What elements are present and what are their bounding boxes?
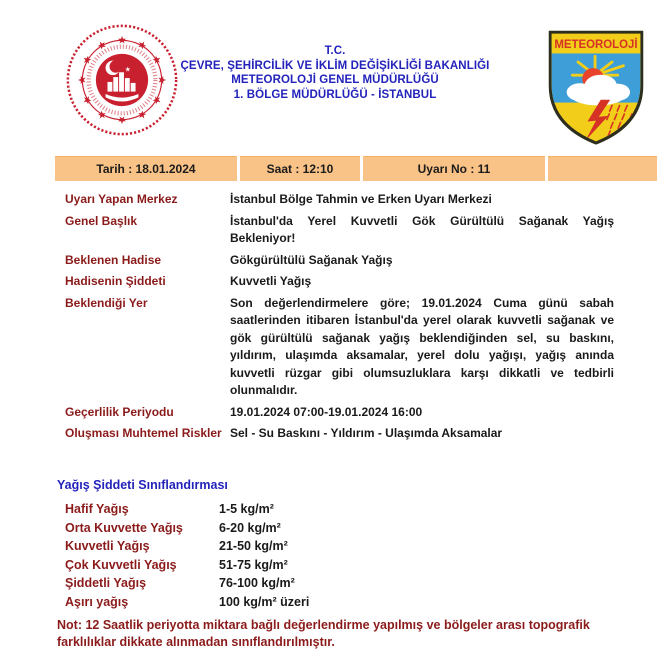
- info-row-validity-period: [57, 404, 614, 422]
- class-row-value: 1-5 kg/m²: [219, 502, 274, 516]
- info-row-value: İstanbul Bölge Tahmin ve Erken Uyarı Merkezi: [230, 192, 492, 206]
- svg-text:★: ★: [94, 106, 110, 123]
- classification-title: Yağış Şiddeti Sınıflandırması: [57, 478, 228, 492]
- org-header-line-tc: T.C.: [324, 45, 346, 57]
- class-row-label: Çok Kuvvetli Yağış: [65, 557, 177, 572]
- svg-text:★: ★: [75, 75, 89, 85]
- rainfall-classification-section: [57, 477, 643, 651]
- info-row-event-severity: [57, 273, 614, 291]
- svg-text:★: ★: [79, 92, 96, 108]
- meta-warning-no: Uyarı No : 11: [363, 156, 545, 181]
- org-header-line-ministry: ÇEVRE, ŞEHİRCİLİK VE İKLİM DEĞİŞİKLİĞİ BAKANLIĞI: [180, 59, 490, 72]
- class-row-strong: [57, 538, 643, 554]
- class-row-label: Kuvvetli Yağış: [65, 539, 150, 553]
- org-header-line-region: 1. BÖLGE MÜDÜRLÜĞÜ - İSTANBUL: [233, 88, 437, 101]
- info-row-value: Gökgürültülü Sağanak Yağış: [230, 252, 393, 267]
- info-row-label: Genel Başlık: [65, 213, 138, 228]
- info-row-value: İstanbul'da Yerel Kuvvetli Gök Gürültülü Sağanak Yağış Bekleniyor!: [230, 213, 614, 245]
- class-row-moderate: [57, 520, 643, 536]
- svg-text:★: ★: [155, 75, 169, 85]
- info-row-issuing-center: [57, 191, 614, 209]
- svg-text:★: ★: [134, 106, 150, 123]
- class-row-value: 51-75 kg/m²: [219, 557, 288, 572]
- meta-cell-empty: [548, 156, 657, 181]
- org-header-line-mgm: METEOROLOJİ GENEL MÜDÜRLÜĞÜ: [231, 74, 439, 86]
- info-row-general-title: [57, 213, 614, 248]
- svg-text:★: ★: [94, 37, 110, 54]
- info-row-value: Son değerlendirmelere göre; 19.01.2024 Cuma günü sabah saatlerinden itibaren İstanbul'da yerel olarak kuvvetli sağanak ve gök gürültülü sağanak yağış beklendiğinden sel, su baskını, yıldırım, ulaşımda aksamalar, yerel dolu yağışı, yağış anında kuvvetli rüzgar gibi olumsuzluklara karşı dikkatli ve tedbirli olunmalıdır.: [230, 295, 614, 397]
- class-row-light: [57, 501, 643, 517]
- svg-text:★: ★: [148, 52, 165, 68]
- svg-text:★: ★: [79, 52, 96, 68]
- info-row-label: Geçerlilik Periyodu: [65, 404, 174, 419]
- info-row-label: Beklenen Hadise: [65, 252, 162, 267]
- class-row-label: Hafif Yağış: [65, 502, 129, 516]
- info-row-label: Beklendiği Yer: [65, 295, 148, 310]
- meta-date: Tarih : 18.01.2024: [55, 156, 237, 181]
- info-row-value: 19.01.2024 07:00-19.01.2024 16:00: [230, 404, 423, 419]
- warning-info-table: [57, 191, 614, 447]
- meta-bar: [55, 156, 657, 181]
- class-row-value: 6-20 kg/m²: [219, 520, 281, 535]
- shield-title-text: METEOROLOJİ: [554, 36, 644, 51]
- svg-text:★: ★: [134, 37, 150, 54]
- class-row-very-strong: [57, 557, 643, 573]
- svg-text:★: ★: [124, 65, 131, 74]
- class-row-value: 76-100 kg/m²: [219, 576, 295, 590]
- meta-time: Saat : 12:10: [240, 156, 360, 181]
- info-row-expected-event: [57, 252, 614, 270]
- info-row-value: Sel - Su Baskını - Yıldırım - Ulaşımda Aksamalar: [230, 426, 503, 440]
- class-row-label: Şiddetli Yağış: [65, 576, 147, 590]
- info-row-value: Kuvvetli Yağış: [230, 274, 312, 288]
- svg-text:★: ★: [117, 33, 127, 47]
- class-row-value: 21-50 kg/m²: [219, 539, 288, 553]
- classification-note: Not: 12 Saatlik periyotta miktara bağlı değerlendirme yapılmış ve bölgeler arası topografik farklılıklar dikkate alınmadan sınıflandırılmıştır.: [57, 617, 590, 649]
- meteorology-shield-logo: [544, 27, 648, 147]
- info-row-label: Hadisenin Şiddeti: [65, 274, 166, 288]
- class-row-extreme: [57, 594, 643, 610]
- info-row-label: Oluşması Muhtemel Riskler: [65, 426, 222, 440]
- info-row-expected-location: [57, 295, 614, 400]
- svg-text:★: ★: [148, 92, 165, 108]
- meteorology-shield-icon: [544, 27, 648, 147]
- class-row-label: Aşırı yağış: [65, 594, 129, 609]
- info-row-label: Uyarı Yapan Merkez: [65, 192, 178, 206]
- svg-text:★: ★: [117, 113, 127, 127]
- info-row-possible-risks: [57, 425, 614, 443]
- class-row-label: Orta Kuvvette Yağış: [65, 520, 183, 535]
- class-row-severe: [57, 575, 643, 591]
- class-row-value: 100 kg/m² üzeri: [219, 594, 310, 609]
